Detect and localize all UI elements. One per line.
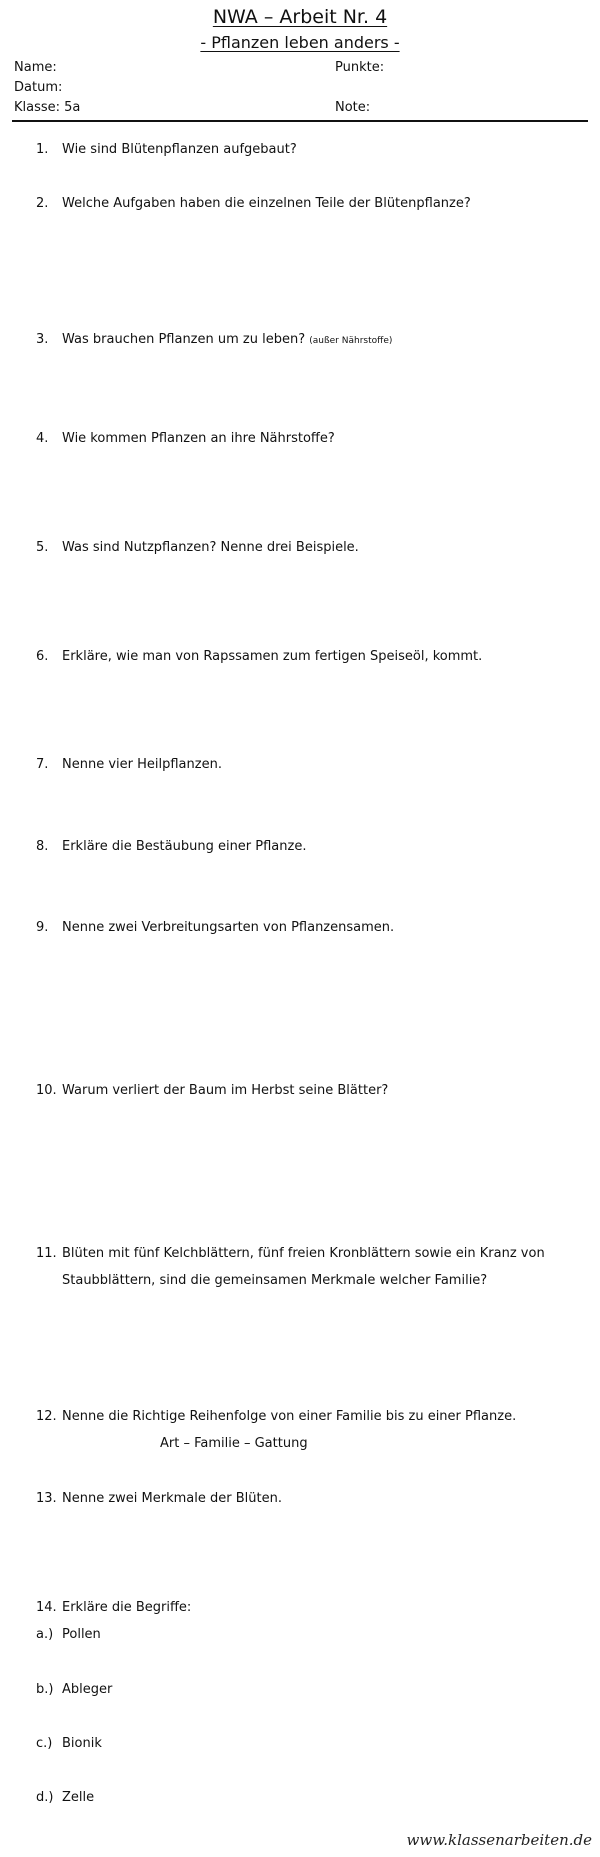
- sequence-terms: Art – Familie – Gattung: [160, 1436, 308, 1451]
- question-text: Nenne zwei Merkmale der Blüten.: [62, 1491, 282, 1506]
- question-text: Warum verliert der Baum im Herbst seine Blätter?: [62, 1083, 389, 1098]
- grade-field-label: Note:: [335, 100, 371, 115]
- question-number: 12.: [36, 1409, 57, 1424]
- footer-watermark: www.klassenarbeiten.de: [406, 1831, 592, 1849]
- question-number: 9.: [36, 920, 49, 935]
- question-text: Was brauchen Pflanzen um zu leben?: [62, 332, 306, 347]
- question-text: Wie sind Blütenpflanzen aufgebaut?: [62, 142, 297, 157]
- points-field-label: Punkte:: [335, 60, 385, 75]
- term-letter: c.): [36, 1736, 53, 1751]
- term-letter: d.): [36, 1790, 54, 1805]
- question-text: Nenne zwei Verbreitungsarten von Pflanzensamen.: [62, 920, 395, 935]
- question-number: 3.: [36, 332, 49, 347]
- question-text: Wie kommen Pflanzen an ihre Nährstoffe?: [62, 431, 335, 446]
- term-text: Bionik: [62, 1736, 102, 1751]
- question-number: 1.: [36, 142, 49, 157]
- term-text: Zelle: [62, 1790, 95, 1805]
- question-number: 8.: [36, 839, 49, 854]
- question-number: 11.: [36, 1246, 57, 1261]
- question-text: Erkläre die Begriffe:: [62, 1600, 192, 1615]
- question-text: Blüten mit fünf Kelchblättern, fünf freien Kronblättern sowie ein Kranz von: [62, 1246, 545, 1261]
- term-text: Ableger: [62, 1682, 113, 1697]
- question-text: Erkläre die Bestäubung einer Pflanze.: [62, 839, 307, 854]
- question-number: 7.: [36, 757, 49, 772]
- question-text: Nenne vier Heilpflanzen.: [62, 757, 222, 772]
- question-number: 10.: [36, 1083, 57, 1098]
- class-field-label: Klasse: 5a: [14, 100, 81, 115]
- question-number: 14.: [36, 1600, 57, 1615]
- question-number: 4.: [36, 431, 49, 446]
- question-number: 13.: [36, 1491, 57, 1506]
- question-text-wrapper: [62, 332, 556, 349]
- term-text: Pollen: [62, 1627, 101, 1642]
- question-text: Welche Aufgaben haben die einzelnen Teile der Blütenpflanze?: [62, 196, 471, 211]
- question-number: 2.: [36, 196, 49, 211]
- name-field-label: Name:: [14, 60, 57, 75]
- term-letter: a.): [36, 1627, 54, 1642]
- question-number: 6.: [36, 649, 49, 664]
- page-subtitle: - Pflanzen leben anders -: [200, 33, 400, 52]
- page-title: NWA – Arbeit Nr. 4: [212, 6, 388, 28]
- question-text: Nenne die Richtige Reihenfolge von einer Familie bis zu einer Pflanze.: [62, 1409, 517, 1424]
- question-text-line-2: Staubblättern, sind die gemeinsamen Merkmale welcher Familie?: [62, 1273, 488, 1288]
- question-text: Erkläre, wie man von Rapssamen zum fertigen Speiseöl, kommt.: [62, 649, 483, 664]
- term-letter: b.): [36, 1682, 54, 1697]
- date-field-label: Datum:: [14, 80, 63, 95]
- header-divider: [12, 120, 588, 122]
- question-text: Was sind Nutzpflanzen? Nenne drei Beispiele.: [62, 540, 359, 555]
- question-number: 5.: [36, 540, 49, 555]
- question-note: (außer Nährstoffe): [309, 336, 393, 346]
